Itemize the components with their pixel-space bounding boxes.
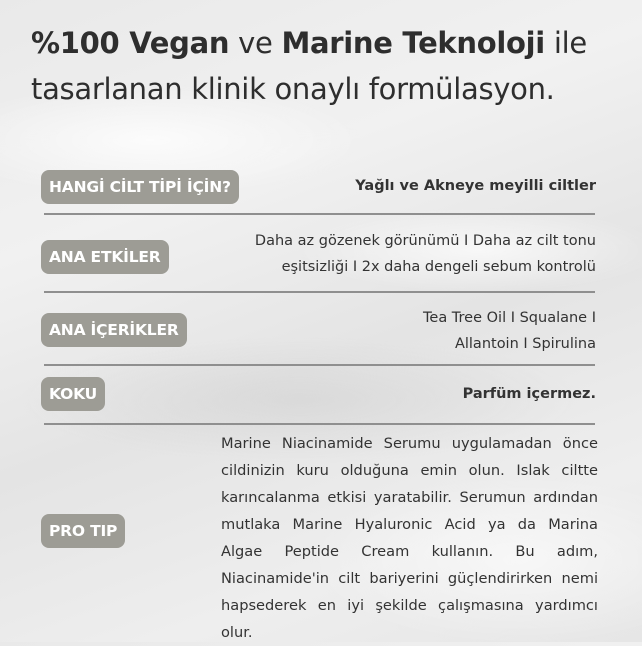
headline-conj: ve bbox=[229, 26, 282, 60]
divider bbox=[44, 213, 595, 215]
pro-tip-label: PRO TIP bbox=[41, 514, 125, 548]
divider bbox=[44, 423, 595, 425]
headline-rest: ile tasarlanan klinik onaylı formülasyon. bbox=[31, 26, 587, 106]
skin-type-value: Yağlı ve Akneye meyilli ciltler bbox=[355, 178, 596, 194]
pro-tip-text: Marine Niacinamide Serumu uygulamadan önce cildinizin kuru olduğuna emin olun. Islak ciltte karıncalanma etkisi yaratabilir. Serumun ardından mutlaka Marine Hyaluronic Acid ya da Marina Algae Peptide Cream kullanın. Bu adım, Niacinamide'in cilt bariyerini güçlendirirken nemi hapsederek en iyi şekilde çalışmasına yardımcı olur. bbox=[221, 435, 598, 641]
headline-marine: Marine Teknoloji bbox=[281, 26, 545, 60]
scent-value: Parfüm içermez. bbox=[462, 386, 596, 402]
scent-label: KOKU bbox=[41, 377, 105, 411]
headline bbox=[31, 20, 621, 112]
headline-vegan: %100 Vegan bbox=[31, 26, 230, 60]
main-ingredients-value-line2: Allantoin I Spirulina bbox=[454, 336, 596, 352]
divider bbox=[44, 291, 595, 293]
skin-type-label: HANGİ CİLT TİPİ İÇİN? bbox=[41, 170, 239, 204]
main-ingredients-label: ANA İÇERİKLER bbox=[41, 313, 187, 347]
main-effects-label: ANA ETKİLER bbox=[41, 240, 169, 274]
main-effects-value-line1: Daha az gözenek görünümü I Daha az cilt tonu bbox=[254, 233, 596, 249]
main-ingredients-value-line1: Tea Tree Oil I Squalane I bbox=[423, 310, 596, 326]
main-effects-value-line2: eşitsizliği I 2x daha dengeli sebum kontrolü bbox=[281, 259, 596, 275]
divider bbox=[44, 364, 595, 366]
